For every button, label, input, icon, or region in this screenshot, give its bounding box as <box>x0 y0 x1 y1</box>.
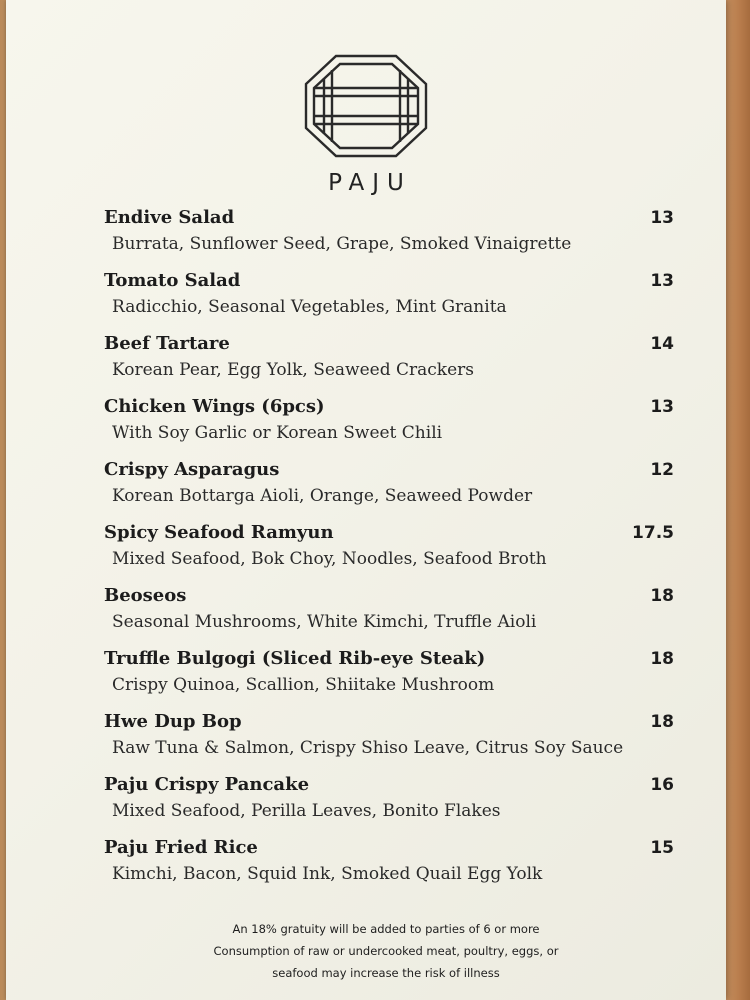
menu-item-name: Hwe Dup Bop <box>104 711 242 732</box>
menu-list <box>104 205 674 898</box>
menu-item-name: Spicy Seafood Ramyun <box>104 522 334 543</box>
menu-item-name: Truffle Bulgogi (Sliced Rib-eye Steak) <box>104 648 486 669</box>
menu-item <box>104 709 674 772</box>
menu-item <box>104 205 674 268</box>
menu-item-name: Beef Tartare <box>104 333 230 354</box>
menu-item-price: 18 <box>650 712 674 732</box>
menu-item-name: Paju Crispy Pancake <box>104 774 310 795</box>
menu-card <box>6 0 726 1000</box>
menu-item-description: Kimchi, Bacon, Squid Ink, Smoked Quail Egg Yolk <box>112 864 543 884</box>
menu-item-price: 17.5 <box>632 523 674 543</box>
health-warning-line-2: seafood may increase the risk of illness <box>272 966 500 980</box>
menu-footer <box>176 918 596 984</box>
menu-item <box>104 646 674 709</box>
menu-item-price: 16 <box>650 775 674 795</box>
menu-item <box>104 520 674 583</box>
menu-item-description: Raw Tuna & Salmon, Crispy Shiso Leave, Citrus Soy Sauce <box>112 738 624 758</box>
menu-item-price: 18 <box>650 649 674 669</box>
menu-item <box>104 394 674 457</box>
menu-item-description: Seasonal Mushrooms, White Kimchi, Truffle Aioli <box>112 612 537 632</box>
brand-header <box>6 54 726 196</box>
menu-item-name: Chicken Wings (6pcs) <box>104 396 325 417</box>
menu-item-description: Radicchio, Seasonal Vegetables, Mint Granita <box>112 297 507 317</box>
brand-name: PAJU <box>328 170 412 196</box>
menu-item-description: Korean Pear, Egg Yolk, Seaweed Crackers <box>112 360 474 380</box>
menu-item <box>104 835 674 898</box>
menu-item-description: With Soy Garlic or Korean Sweet Chili <box>112 423 443 443</box>
menu-item-price: 18 <box>650 586 674 606</box>
gratuity-notice: An 18% gratuity will be added to parties of 6 or more <box>232 922 540 936</box>
menu-item-description: Korean Bottarga Aioli, Orange, Seaweed Powder <box>112 486 533 506</box>
menu-item-name: Beoseos <box>104 585 187 606</box>
menu-item-price: 13 <box>650 397 674 417</box>
menu-item-description: Crispy Quinoa, Scallion, Shiitake Mushroom <box>112 675 495 695</box>
menu-item-description: Burrata, Sunflower Seed, Grape, Smoked Vinaigrette <box>112 234 572 254</box>
menu-item-description: Mixed Seafood, Bok Choy, Noodles, Seafood Broth <box>112 549 547 569</box>
table-surface-edge <box>726 0 750 1000</box>
menu-item-price: 12 <box>650 460 674 480</box>
menu-item-name: Crispy Asparagus <box>104 459 280 480</box>
menu-item-name: Endive Salad <box>104 207 235 228</box>
health-warning-line-1: Consumption of raw or undercooked meat, poultry, eggs, or <box>213 944 559 958</box>
menu-item <box>104 331 674 394</box>
menu-item-price: 13 <box>650 208 674 228</box>
menu-item <box>104 772 674 835</box>
menu-item <box>104 268 674 331</box>
menu-item-name: Tomato Salad <box>104 270 241 291</box>
menu-item-price: 13 <box>650 271 674 291</box>
menu-item-name: Paju Fried Rice <box>104 837 258 858</box>
menu-item-description: Mixed Seafood, Perilla Leaves, Bonito Flakes <box>112 801 501 821</box>
menu-item <box>104 583 674 646</box>
octagon-window-logo-icon <box>304 54 428 158</box>
menu-item-price: 14 <box>650 334 674 354</box>
menu-item-price: 15 <box>650 838 674 858</box>
menu-item <box>104 457 674 520</box>
